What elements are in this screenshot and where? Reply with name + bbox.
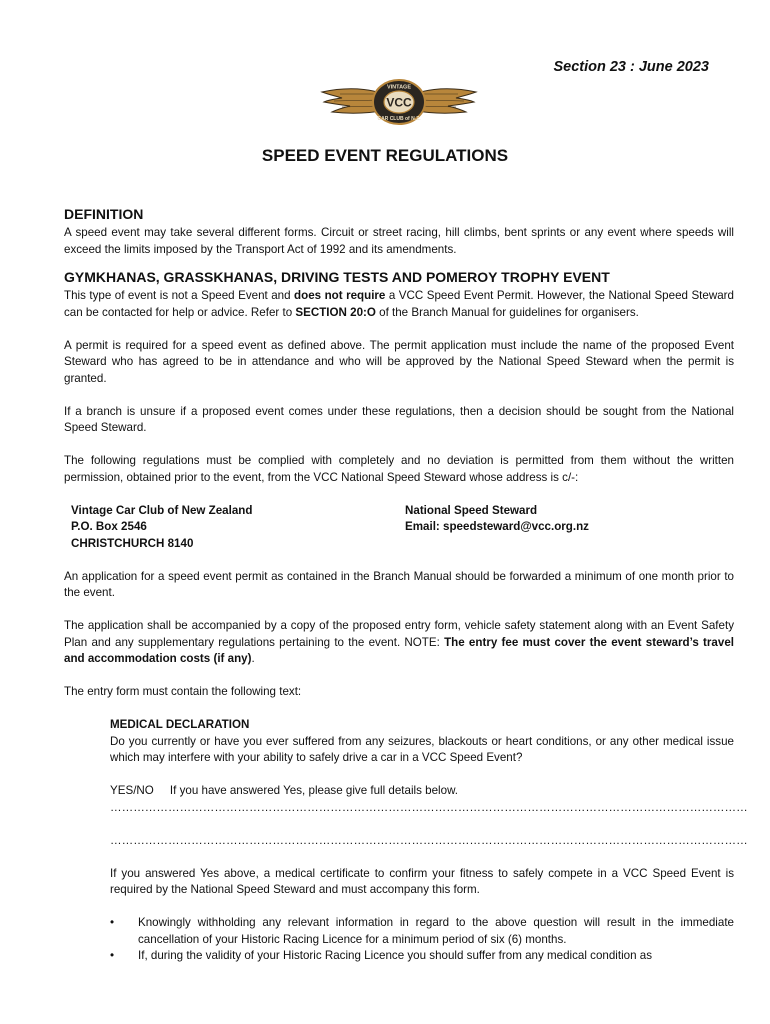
section-reference: Section 23 : June 2023 <box>553 59 709 75</box>
list-item: • Knowingly withholding any relevant information in regard to the above question will result in the immediate cancellation of your Historic Racing Licence for a minimum period of six (6) months. <box>110 916 734 946</box>
list-item: • If, during the validity of your Historic Racing Licence you should suffer from any medical condition as <box>110 949 653 962</box>
club-name: Vintage Car Club of New Zealand <box>71 503 253 517</box>
definition-heading: DEFINITION <box>64 206 144 222</box>
po-box: P.O. Box 2546 <box>71 520 147 533</box>
branch-unsure-paragraph: If a branch is unsure if a proposed event comes under these regulations, then a decision should be sought from the National Speed Steward. <box>64 404 734 434</box>
steward-title: National Speed Steward <box>405 503 538 517</box>
medical-heading: MEDICAL DECLARATION <box>110 718 250 731</box>
accompanied-paragraph: The application shall be accompanied by a copy of the proposed entry form, vehicle safety statement along with an Event Safety Plan and any supplementary regulations pertaining to the event. NOTE: The entry fee must cover the event steward’s travel and accommodation costs (if any). <box>64 619 734 665</box>
permit-paragraph: A permit is required for a speed event as defined above. The permit application must include the name of the proposed Event Steward who has agreed to be in attendance and who will be approved by the National Speed Steward when the permit is granted. <box>64 338 734 385</box>
gymkhanas-heading: GYMKHANAS, GRASSKHANAS, DRIVING TESTS AND POMEROY TROPHY EVENT <box>64 269 610 285</box>
page-title: SPEED EVENT REGULATIONS <box>261 146 509 165</box>
vcc-logo <box>320 78 478 126</box>
svg-text:VINTAGE: VINTAGE <box>386 84 412 91</box>
city: CHRISTCHURCH 8140 <box>71 536 194 550</box>
gymkhanas-paragraph: This type of event is not a Speed Event and does not require a VCC Speed Event Permit. However, the National Speed Steward can be contacted for help or advice. Refer to SECTION 20:O of the Branch Manual for guidelines for organisers. <box>64 289 734 319</box>
entry-form-paragraph: The entry form must contain the following text: <box>64 685 302 698</box>
svg-text:VCC: VCC <box>386 95 412 110</box>
steward-email: Email: speedsteward@vcc.org.nz <box>405 520 589 533</box>
regulations-paragraph: The following regulations must be complied with completely and no deviation is permitted from them without the written permission, obtained prior to the event, from the VCC National Speed Steward whose address is c/-: <box>64 454 734 484</box>
document-body <box>64 205 748 965</box>
details-line-1: ………………………………………………………………………………………………………………………………………………… <box>110 800 748 814</box>
certificate-paragraph: If you answered Yes above, a medical certificate to confirm your fitness to safely compete in a VCC Speed Event is required by the National Speed Steward and must accompany this form. <box>110 866 734 896</box>
medical-declaration <box>110 717 748 899</box>
svg-text:CAR CLUB of N.Z.: CAR CLUB of N.Z. <box>377 116 421 122</box>
application-paragraph: An application for a speed event permit as contained in the Branch Manual should be forwarded a minimum of one month prior to the event. <box>64 569 734 599</box>
address-block <box>71 503 734 553</box>
details-line-2: ………………………………………………………………………………………………………………………………………………… <box>110 833 748 847</box>
medical-question: Do you currently or have you ever suffered from any seizures, blackouts or heart conditions, or any other medical issue which may interfere with your ability to safely drive a car in a VCC Speed Event? <box>110 734 734 764</box>
definition-text: A speed event may take several different forms. Circuit or street racing, hill climbs, bent sprints or any event where speeds will exceed the limits imposed by the Transport Act of 1992 and its amendments. <box>64 226 734 256</box>
conditions-list <box>110 915 734 965</box>
yes-no-line: YES/NO If you have answered Yes, please give full details below. <box>110 784 459 797</box>
